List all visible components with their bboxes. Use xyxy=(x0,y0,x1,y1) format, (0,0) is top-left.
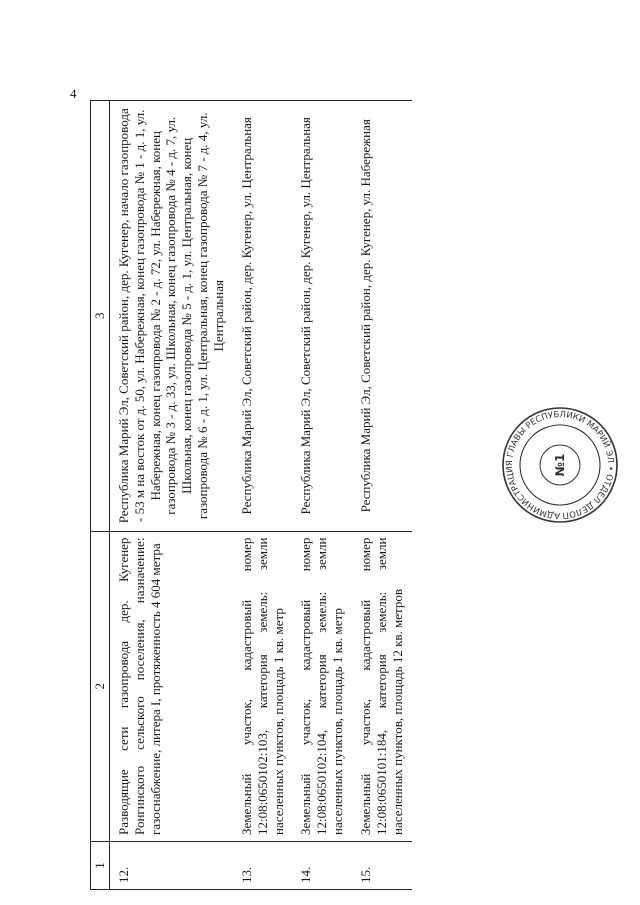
row-number: 12. xyxy=(109,841,233,889)
official-seal-stamp xyxy=(500,405,620,525)
seal-number: №1 xyxy=(553,453,567,477)
row-address: Республика Марий Эл, Советский район, дер. Кугенер, ул. Центральная xyxy=(233,101,293,532)
table-row xyxy=(292,101,352,890)
table-row xyxy=(109,101,233,890)
table-row xyxy=(233,101,293,890)
header-col-3: 3 xyxy=(91,101,110,532)
row-description: Земельный участок, кадастровый номер 12:08:0650102:103, категория земель: земли населенных пунктов, площадь 1 кв. метр xyxy=(233,531,293,841)
row-number: 15. xyxy=(352,841,412,889)
row-number: 14. xyxy=(292,841,352,889)
seal-graphic xyxy=(500,405,620,525)
row-description: Земельный участок, кадастровый номер 12:08:0650101:184, категория земель: земли населенных пунктов, площадь 12 кв. метров xyxy=(352,531,412,841)
property-table xyxy=(90,100,412,890)
header-col-2: 2 xyxy=(91,531,110,841)
page-number: 4 xyxy=(70,86,77,101)
header-col-1: 1 xyxy=(91,841,110,889)
table-row xyxy=(352,101,412,890)
row-description: Разводящие сети газопровода дер. Кугенер Ронгинского сельского поселения, назначение: газоснабжение, литера I, протяженность 4 604 метра xyxy=(109,531,233,841)
row-address: Республика Марий Эл, Советский район, дер. Кугенер, ул. Набережная xyxy=(352,101,412,532)
seal-ring-text: АДМИНИСТРАЦИЯ ГЛАВЫ РЕСПУБЛИКИ МАРИЙ ЭЛ • ОТДЕЛ ДЕЛОП xyxy=(504,409,616,521)
table-header-row xyxy=(91,101,110,890)
row-address: Республика Марий Эл, Советский район, дер. Кугенер, ул. Центральная xyxy=(292,101,352,532)
row-description: Земельный участок, кадастровый номер 12:08:0650102:104, категория земель: земли населенных пунктов, площадь 1 кв. метр xyxy=(292,531,352,841)
row-address: Республика Марий Эл, Советский район, дер. Кугенер, начало газопровода - 53 м на восток от д. 50, ул. Набережная, конец газопровода № 1 - д. 1, ул. Набережная, конец газопровода № 2 - д. 72, ул. Набережная, конец газопровода № 3 - д. 33, ул. Школьная, конец газопровода № 4 - д. 7, ул. Школьная, конец газопровода № 5 - д. 1, ул. Центральная, конец газопровода № 6 - д. 1, ул. Центральная, конец газопровода № 7 - д. 4, ул. Центральная xyxy=(109,101,233,532)
row-number: 13. xyxy=(233,841,293,889)
